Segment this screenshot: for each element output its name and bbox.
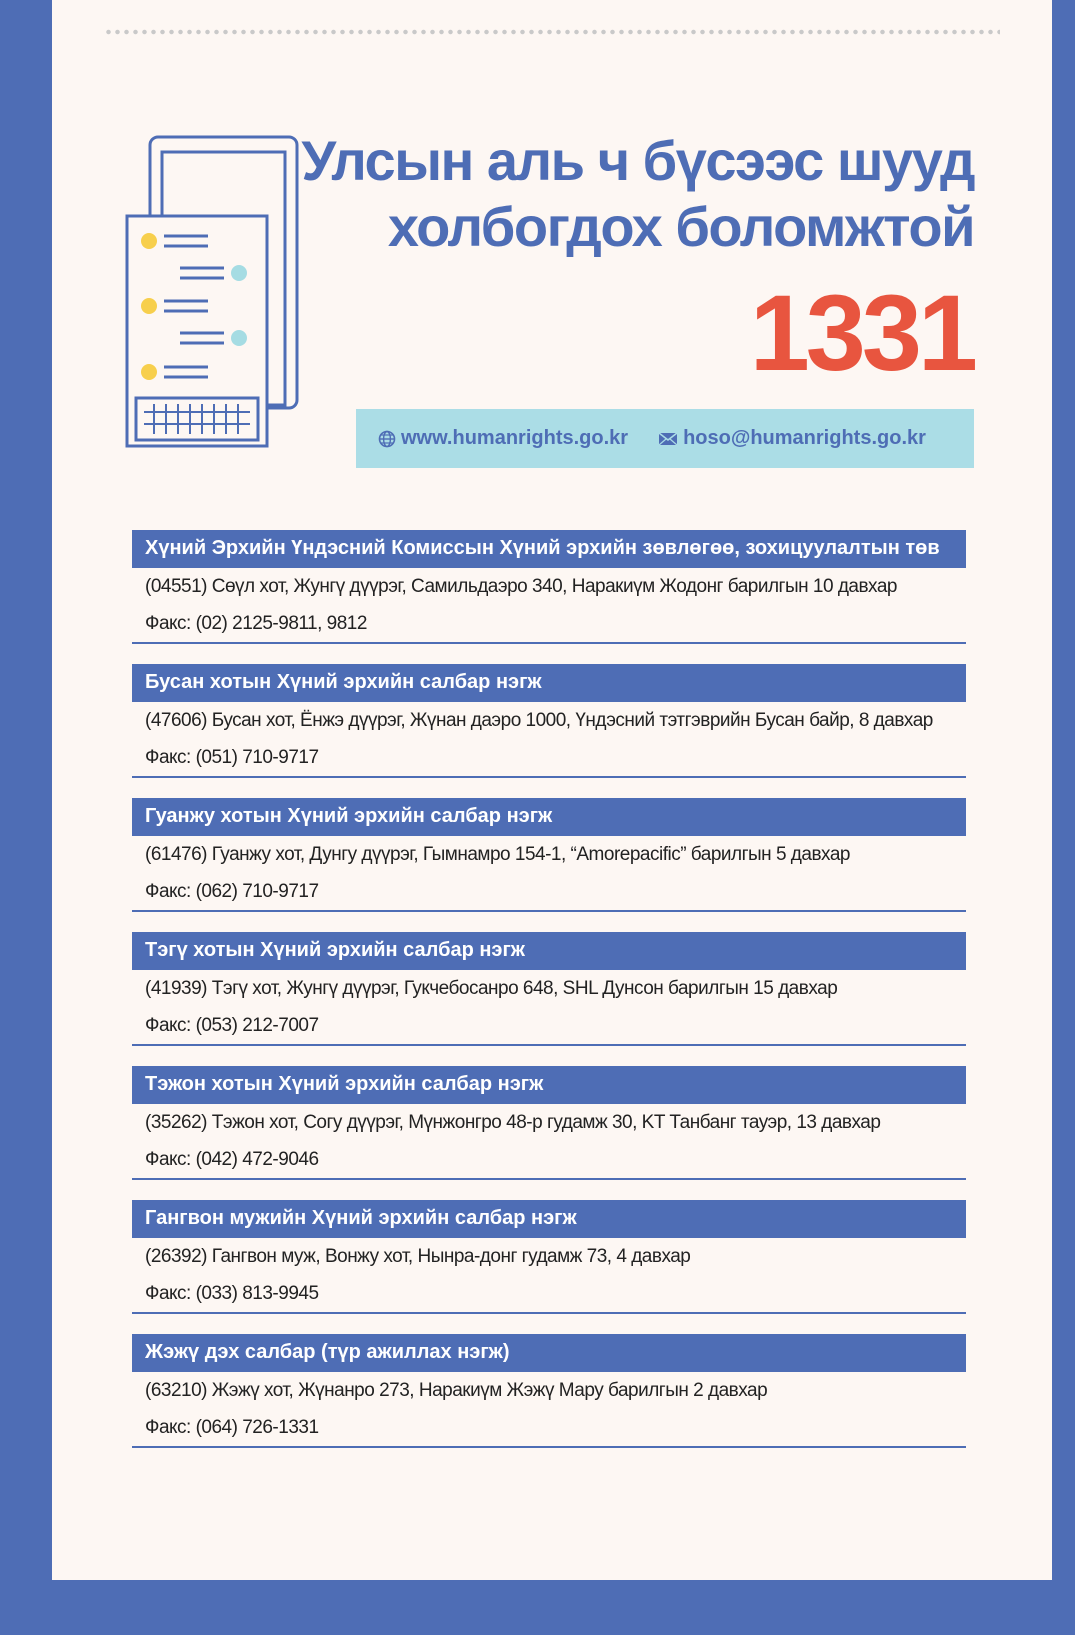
office-item — [132, 664, 966, 778]
office-fax: Факс: (053) 212-7007 — [145, 1015, 319, 1036]
office-item — [132, 1066, 966, 1180]
office-fax: Факс: (042) 472-9046 — [145, 1149, 319, 1170]
office-item — [132, 530, 966, 644]
office-fax: Факс: (02) 2125-9811, 9812 — [145, 613, 367, 634]
headline — [274, 128, 974, 260]
office-address: (61476) Гуанжу хот, Дунгу дүүрэг, Гымнамро 154-1, “Amorepacific” барилгын 5 давхар — [145, 844, 850, 865]
office-item — [132, 1200, 966, 1314]
hotline-number: 1331 — [749, 272, 974, 393]
globe-icon — [378, 430, 396, 448]
office-item — [132, 932, 966, 1046]
office-title: Хүний Эрхийн Үндэсний Комиссын Хүний эрхийн зөвлөгөө, зохицуулалтын төв — [132, 530, 966, 568]
headline-line-1: Улсын аль ч бүсээс шууд — [301, 129, 974, 192]
office-address: (63210) Жэжү хот, Жүнанро 273, Наракиүм Жэжү Мару барилгын 2 давхар — [145, 1380, 768, 1401]
office-title: Гангвон мужийн Хүний эрхийн салбар нэгж — [132, 1200, 966, 1238]
office-address: (26392) Гангвон муж, Вонжу хот, Нынра-донг гудамж 73, 4 давхар — [145, 1246, 691, 1267]
email-link[interactable] — [658, 427, 926, 450]
office-title: Гуанжу хотын Хүний эрхийн салбар нэгж — [132, 798, 966, 836]
dotted-divider — [104, 29, 1000, 35]
office-fax: Факс: (062) 710-9717 — [145, 881, 319, 902]
office-title: Тэжон хотын Хүний эрхийн салбар нэгж — [132, 1066, 966, 1104]
office-list — [132, 530, 966, 1468]
office-title: Бусан хотын Хүний эрхийн салбар нэгж — [132, 664, 966, 702]
office-title: Жэжү дэх салбар (түр ажиллах нэгж) — [132, 1334, 966, 1372]
office-item — [132, 798, 966, 912]
office-fax: Факс: (033) 813-9945 — [145, 1283, 319, 1304]
office-title: Тэгү хотын Хүний эрхийн салбар нэгж — [132, 932, 966, 970]
office-address: (41939) Тэгү хот, Жунгү дүүрэг, Гукчебосанро 648, SHL Дунсон барилгын 15 давхар — [145, 978, 838, 999]
contact-bar — [356, 409, 974, 468]
office-fax: Факс: (064) 726-1331 — [145, 1417, 319, 1438]
website-link[interactable] — [378, 427, 628, 450]
office-address: (04551) Сөүл хот, Жунгү дүүрэг, Самильдаэро 340, Наракиүм Жодонг барилгын 10 давхар — [145, 576, 897, 597]
headline-line-2: холбогдох боломжтой — [387, 195, 974, 258]
office-item — [132, 1334, 966, 1448]
office-address: (35262) Тэжон хот, Согу дүүрэг, Мүнжонгро 48-р гудамж 30, KT Танбанг тауэр, 13 давхар — [145, 1112, 881, 1133]
envelope-icon — [658, 431, 678, 447]
office-fax: Факс: (051) 710-9717 — [145, 747, 319, 768]
office-address: (47606) Бусан хот, Ёнжэ дүүрэг, Жүнан даэро 1000, Үндэсний тэтгэврийн Бусан байр, 8 давхар — [145, 710, 933, 731]
email-text: hoso@humanrights.go.kr — [683, 427, 926, 449]
poster-page — [52, 0, 1052, 1580]
website-text: www.humanrights.go.kr — [401, 427, 629, 449]
